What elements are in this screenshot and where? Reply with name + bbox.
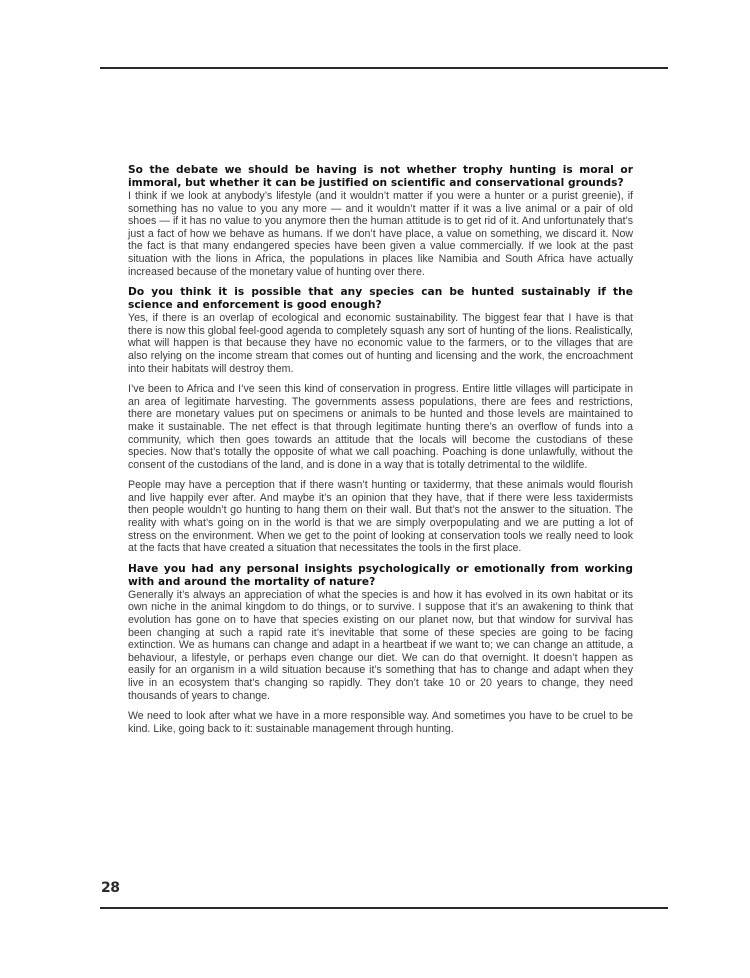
bottom-rule — [100, 907, 668, 909]
answer-2-paragraph-2: I’ve been to Africa and I’ve seen this kind of conservation in progress. Entire little villages will participate in an area of legitimate harvesting. The governments assess populations, there are fees and restrictions, there are monetary values put on specimens or animals to be hunted and those levels are maintained to make it sustainable. The net effect is that through legitimate hunting there’s an overflow of funds into a community, which then goes towards an attitude that the locals will become the custodians of these species. Now that’s totally the opposite of what we call poaching. Poaching is done unlawfully, without the consent of the custodians of the land, and is done in a way that is totally detrimental to the wildlife. — [128, 383, 633, 471]
top-rule — [100, 67, 668, 69]
qa-section-2 — [128, 286, 633, 555]
question-3: Have you had any personal insights psychologically or emotionally from working with and around the mortality of nature? — [128, 562, 633, 588]
answer-1-paragraph-1: I think if we look at anybody’s lifestyle (and it wouldn’t matter if you were a hunter or a purist greenie), if something has no value to you any more — and it wouldn’t matter if it was a live animal or a pair of old shoes — if it has no value to you anymore then the human attitude is to get rid of it. And unfortunately that’s just a fact of how we behave as humans. If we don’t have place, a value on something, we discard it. Now the fact is that many endangered species have been given a value commercially. If we look at the past situation with the lions in Africa, the populations in places like Namibia and South Africa have actually increased because of the monetary value of hunting over there. — [128, 190, 633, 278]
page-number: 28 — [101, 880, 120, 896]
qa-section-1 — [128, 164, 633, 278]
qa-section-3 — [128, 563, 633, 736]
answer-3-paragraph-1: Generally it’s always an appreciation of what the species is and how it has evolved in its own habitat or its own niche in the animal kingdom to do things, or to survive. I suppose that it’s an awakening to think that evolution has gone on to have that species existing on our planet now, but that window for survival has been changing at such a rapid rate it’s inevitable that some of these species are going to be facing extinction. We as humans can change and adapt in a heartbeat if we want to; we can change an attitude, a behaviour, a lifestyle, or perhaps even change our diet. We can do that overnight. It doesn’t happen as easily for an organism in a wild situation because it’s something that has to change and adapt when they live in an ecosystem that’s changing so rapidly. They don’t take 10 or 20 years to change, they need thousands of years to change. — [128, 588, 633, 702]
question-2: Do you think it is possible that any species can be hunted sustainably if the science and enforcement is good enough? — [128, 286, 633, 312]
answer-3-paragraph-2: We need to look after what we have in a more responsible way. And sometimes you have to be cruel to be kind. Like, going back to it: sustainable management through hunting. — [128, 710, 633, 735]
question-1: So the debate we should be having is not whether trophy hunting is moral or immoral, but whether it can be justified on scientific and conservational grounds? — [128, 164, 633, 189]
article-body — [128, 164, 633, 743]
answer-2-paragraph-1: Yes, if there is an overlap of ecological and economic sustainability. The biggest fear that I have is that there is now this global feel-good agenda to completely squash any sort of hunting of the lions. Realistically, what will happen is that because they have no economic value to the farmers, or to the villages that are also relying on the income stream that comes out of hunting and licensing and the work, the encroachment into their habitats will destroy them. — [128, 312, 633, 375]
answer-2-paragraph-3: People may have a perception that if there wasn’t hunting or taxidermy, that these animals would flourish and live happily ever after. And maybe it’s an opinion that they have, that if there were less taxidermists then people wouldn’t go hunting to hang them on their wall. But that’s not the answer to the situation. The reality with what’s going on in the world is that we are simply overpopulating and we are putting a lot of stress on the environment. When we get to the point of looking at conservation tools we really need to look at the facts that have created a situation that necessitates the tools in the first place. — [128, 479, 633, 555]
